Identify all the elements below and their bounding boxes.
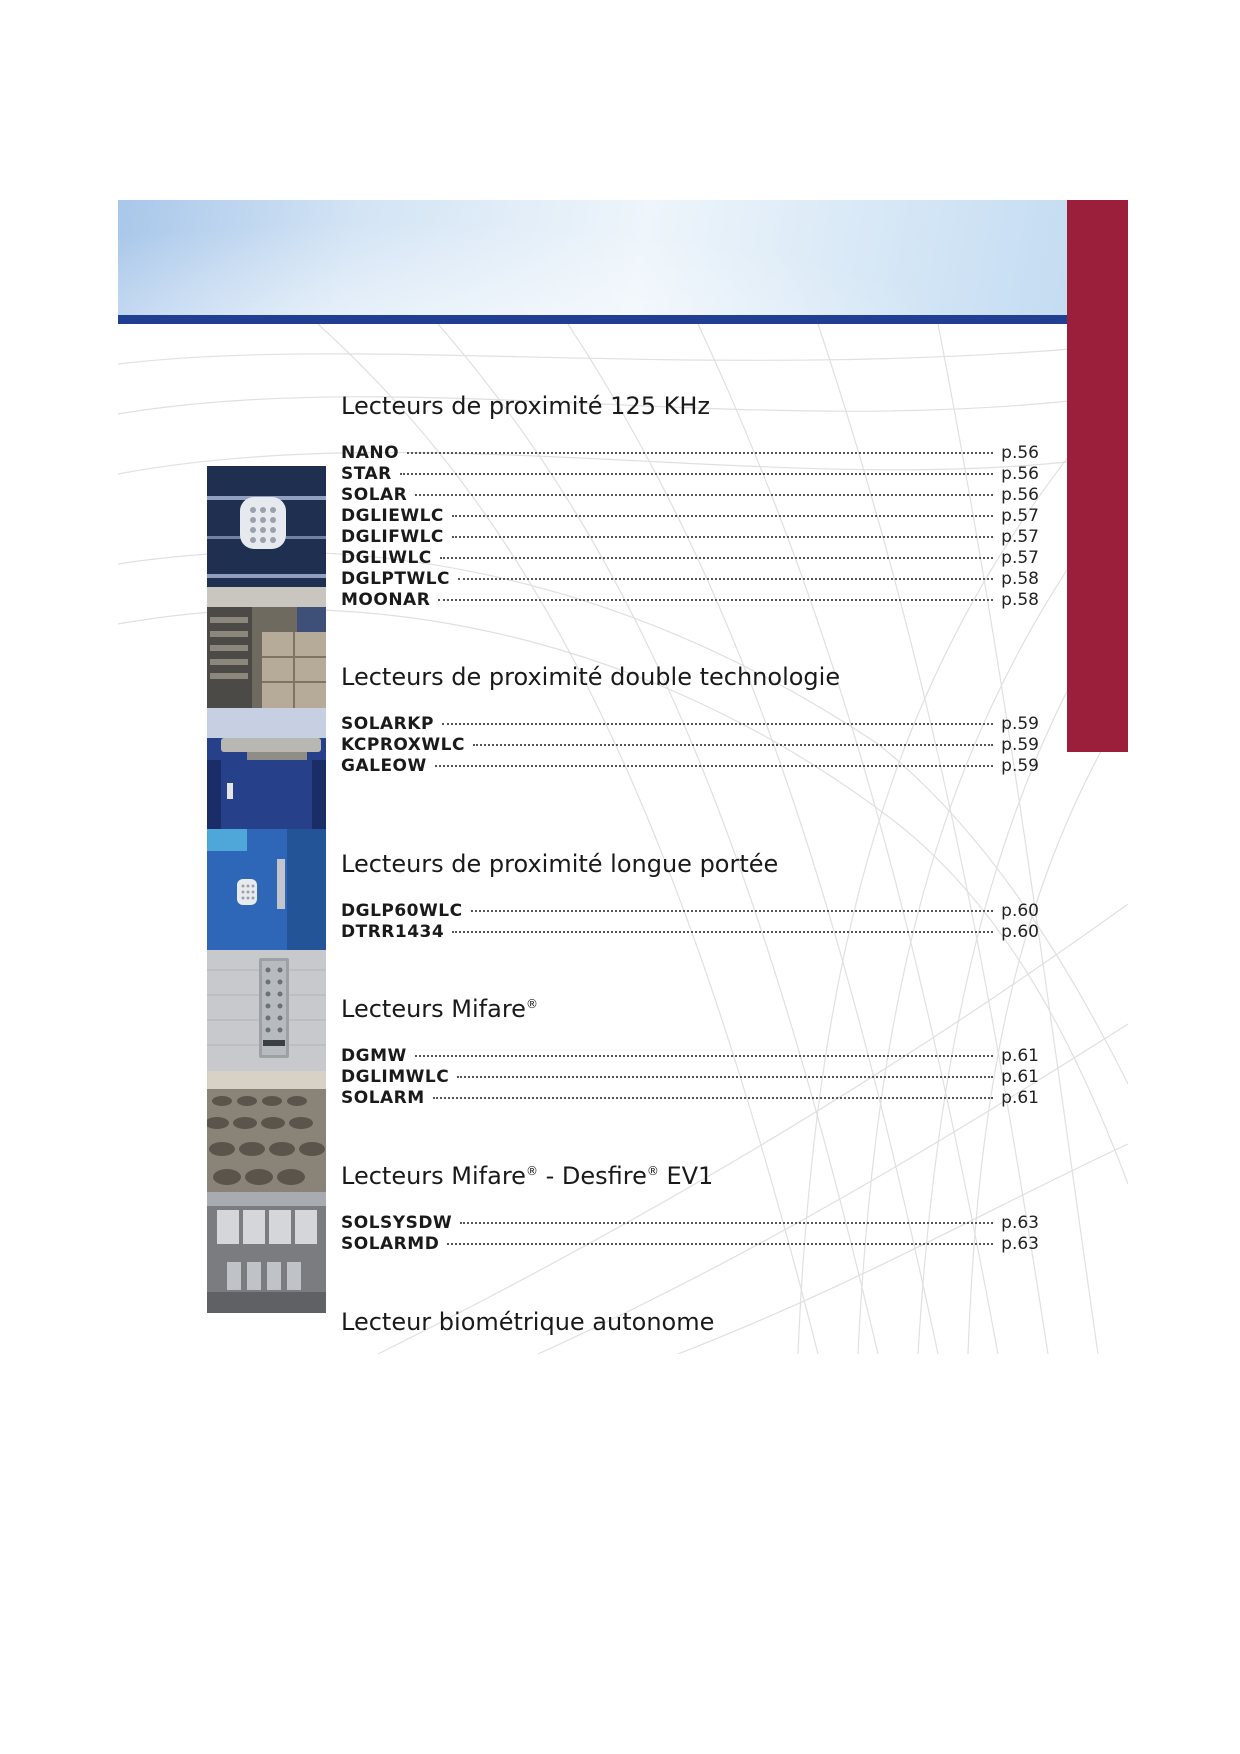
registered-mark: ® (525, 1164, 538, 1178)
title-text: EV1 (658, 1162, 714, 1190)
entry-page: p.63 (1001, 1234, 1039, 1254)
dot-leader (458, 578, 993, 580)
entry-name: SOLARMD (341, 1234, 440, 1254)
entry-name: DGLIMWLC (341, 1067, 450, 1087)
entry-name: DGLIEWLC (341, 506, 444, 526)
toc-entry[interactable] (341, 443, 1039, 464)
toc-entry[interactable] (341, 1213, 1039, 1234)
entry-page: p.61 (1001, 1067, 1039, 1087)
dot-leader (452, 931, 993, 933)
title-text: Lecteurs Mifare (341, 1162, 526, 1190)
dot-leader (452, 536, 993, 538)
entry-page: p.61 (1001, 1046, 1039, 1066)
section-entries-mifare (341, 1046, 1039, 1109)
entry-page: p.58 (1001, 590, 1039, 610)
dot-leader (400, 473, 993, 475)
dot-leader (433, 1097, 993, 1099)
section-title-biometric: Lecteur biométrique autonome (341, 1308, 715, 1336)
title-text: - Desfire (537, 1162, 647, 1190)
entry-name: DGMW (341, 1046, 407, 1066)
entry-page: p.57 (1001, 506, 1039, 526)
toc-entry[interactable] (341, 506, 1039, 527)
dot-leader (435, 765, 993, 767)
entry-page: p.59 (1001, 714, 1039, 734)
entry-name: SOLAR (341, 485, 408, 505)
header-rule (118, 315, 1067, 324)
section-entries-long-range (341, 901, 1039, 943)
entry-page: p.56 (1001, 443, 1039, 463)
entry-page: p.61 (1001, 1088, 1039, 1108)
entry-name: DGLIWLC (341, 548, 432, 568)
entry-name: GALEOW (341, 756, 427, 776)
office-lockers-room-photo (207, 587, 326, 708)
toc-entry[interactable] (341, 1067, 1039, 1088)
entry-page: p.56 (1001, 485, 1039, 505)
toc-entry[interactable] (341, 485, 1039, 506)
section-title-mifare-desfire (341, 1162, 713, 1190)
dot-leader (407, 452, 993, 454)
entry-name: DGLIFWLC (341, 527, 444, 547)
dot-leader (473, 744, 993, 746)
dot-leader (471, 910, 994, 912)
blue-locker-keypad-photo (207, 829, 326, 950)
dot-leader (438, 599, 993, 601)
entry-page: p.58 (1001, 569, 1039, 589)
entry-page: p.59 (1001, 735, 1039, 755)
section-entries-mifare-desfire (341, 1213, 1039, 1255)
dot-leader (460, 1222, 993, 1224)
dot-leader (440, 557, 993, 559)
entry-name: DGLP60WLC (341, 901, 463, 921)
dot-leader (415, 494, 993, 496)
toc-entry[interactable] (341, 464, 1039, 485)
header-banner (118, 200, 1067, 315)
production-line-photo (207, 1071, 326, 1192)
entry-name: MOONAR (341, 590, 431, 610)
dot-leader (457, 1076, 993, 1078)
entry-name: DGLPTWLC (341, 569, 451, 589)
section-entries-double-tech (341, 714, 1039, 777)
toc-entry[interactable] (341, 756, 1039, 777)
entry-page: p.63 (1001, 1213, 1039, 1233)
registered-mark: ® (525, 997, 538, 1011)
toc-entry[interactable] (341, 548, 1039, 569)
toc-entry[interactable] (341, 590, 1039, 611)
registered-mark: ® (646, 1164, 659, 1178)
entry-name: NANO (341, 443, 400, 463)
entry-name: SOLSYSDW (341, 1213, 453, 1233)
door-closer-blue-frame-photo (207, 708, 326, 829)
dot-leader (447, 1243, 993, 1245)
toc-entry[interactable] (341, 569, 1039, 590)
entry-name: KCPROXWLC (341, 735, 465, 755)
entry-name: SOLARKP (341, 714, 434, 734)
section-title-double-tech: Lecteurs de proximité double technologie (341, 663, 841, 691)
toc-entry[interactable] (341, 901, 1039, 922)
toc-entry[interactable] (341, 1088, 1039, 1109)
dot-leader (452, 515, 993, 517)
dot-leader (442, 723, 993, 725)
steel-keypad-panel-photo (207, 950, 326, 1071)
chapter-side-tab (1067, 200, 1128, 752)
section-title-mifare (341, 995, 538, 1023)
title-text: Lecteurs Mifare (341, 995, 526, 1023)
toc-entry[interactable] (341, 1234, 1039, 1255)
entry-page: p.57 (1001, 527, 1039, 547)
toc-entry[interactable] (341, 922, 1039, 943)
entry-name: STAR (341, 464, 392, 484)
entry-page: p.57 (1001, 548, 1039, 568)
toc-entry[interactable] (341, 1046, 1039, 1067)
entry-name: SOLARM (341, 1088, 425, 1108)
toc-entry[interactable] (341, 527, 1039, 548)
dot-leader (415, 1055, 993, 1057)
grey-cabinets-photo (207, 1192, 326, 1313)
toc-entry[interactable] (341, 735, 1039, 756)
toc-entry[interactable] (341, 714, 1039, 735)
entry-page: p.56 (1001, 464, 1039, 484)
section-title-long-range: Lecteurs de proximité longue portée (341, 850, 779, 878)
section-title-125khz: Lecteurs de proximité 125 KHz (341, 392, 710, 420)
entry-page: p.60 (1001, 901, 1039, 921)
entry-name: DTRR1434 (341, 922, 445, 942)
entry-page: p.60 (1001, 922, 1039, 942)
section-entries-125khz (341, 443, 1039, 611)
keypad-on-blue-locker-photo (207, 466, 326, 587)
entry-page: p.59 (1001, 756, 1039, 776)
